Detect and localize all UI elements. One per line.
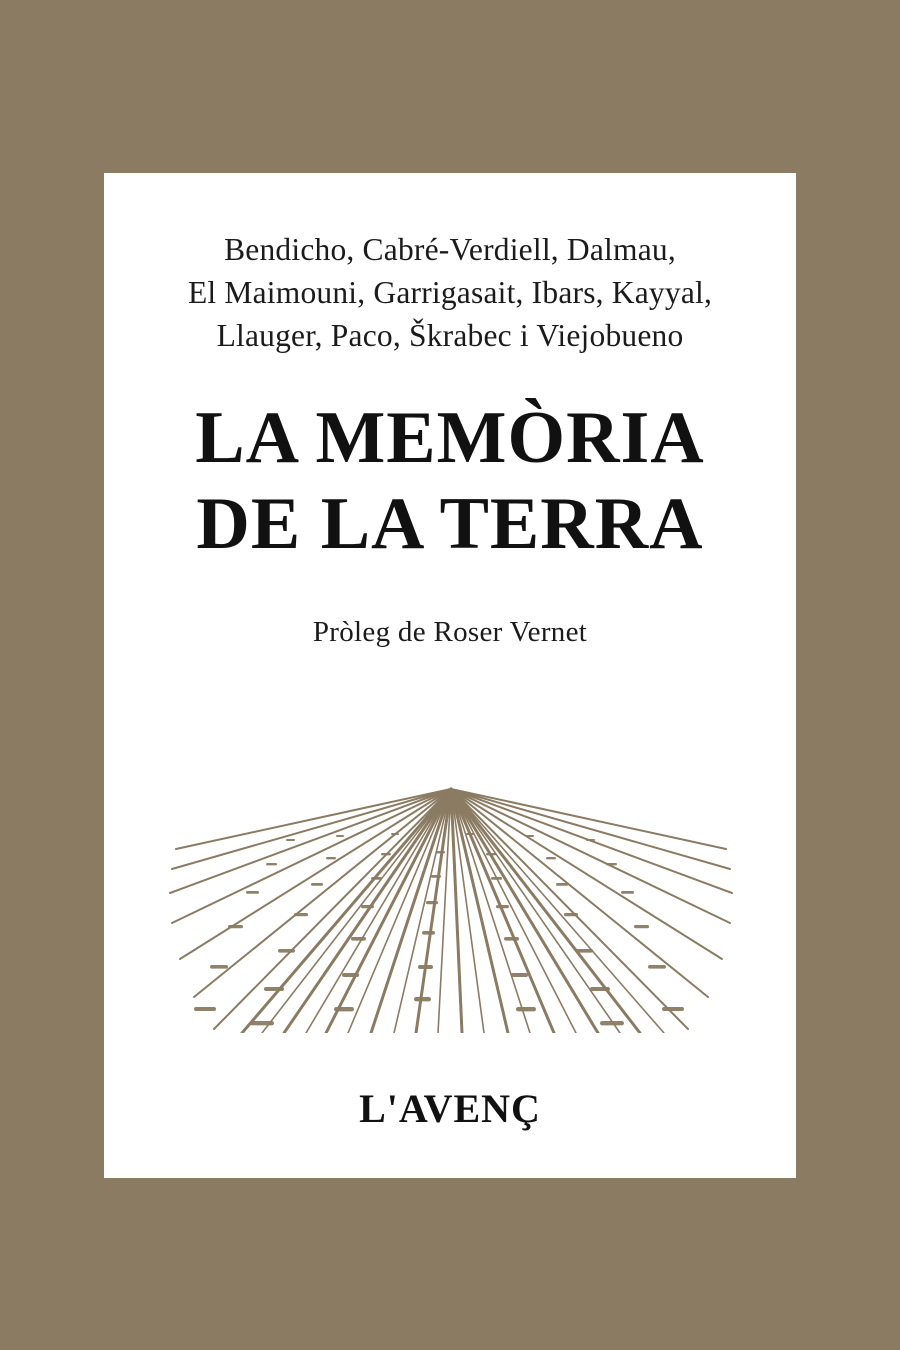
- svg-text:L'AVENÇ: L'AVENÇ: [359, 1086, 541, 1131]
- authors-line: Llauger, Paco, Škrabec i Viejobueno: [216, 318, 684, 353]
- authors-list: [104, 228, 796, 357]
- plowed-field-illustration-icon: [166, 783, 736, 1033]
- authors-line: Bendicho, Cabré-Verdiell, Dalmau,: [224, 232, 676, 267]
- book-subtitle: Pròleg de Roser Vernet: [312, 616, 588, 648]
- publisher-logo: [104, 1082, 796, 1142]
- title-line-1: LA MEMÒRIA: [195, 397, 705, 479]
- title-line-2: DE LA TERRA: [196, 483, 704, 565]
- authors-line: El Maimouni, Garrigasait, Ibars, Kayyal,: [187, 275, 713, 310]
- book-title: [104, 395, 796, 567]
- book-cover: [104, 173, 796, 1178]
